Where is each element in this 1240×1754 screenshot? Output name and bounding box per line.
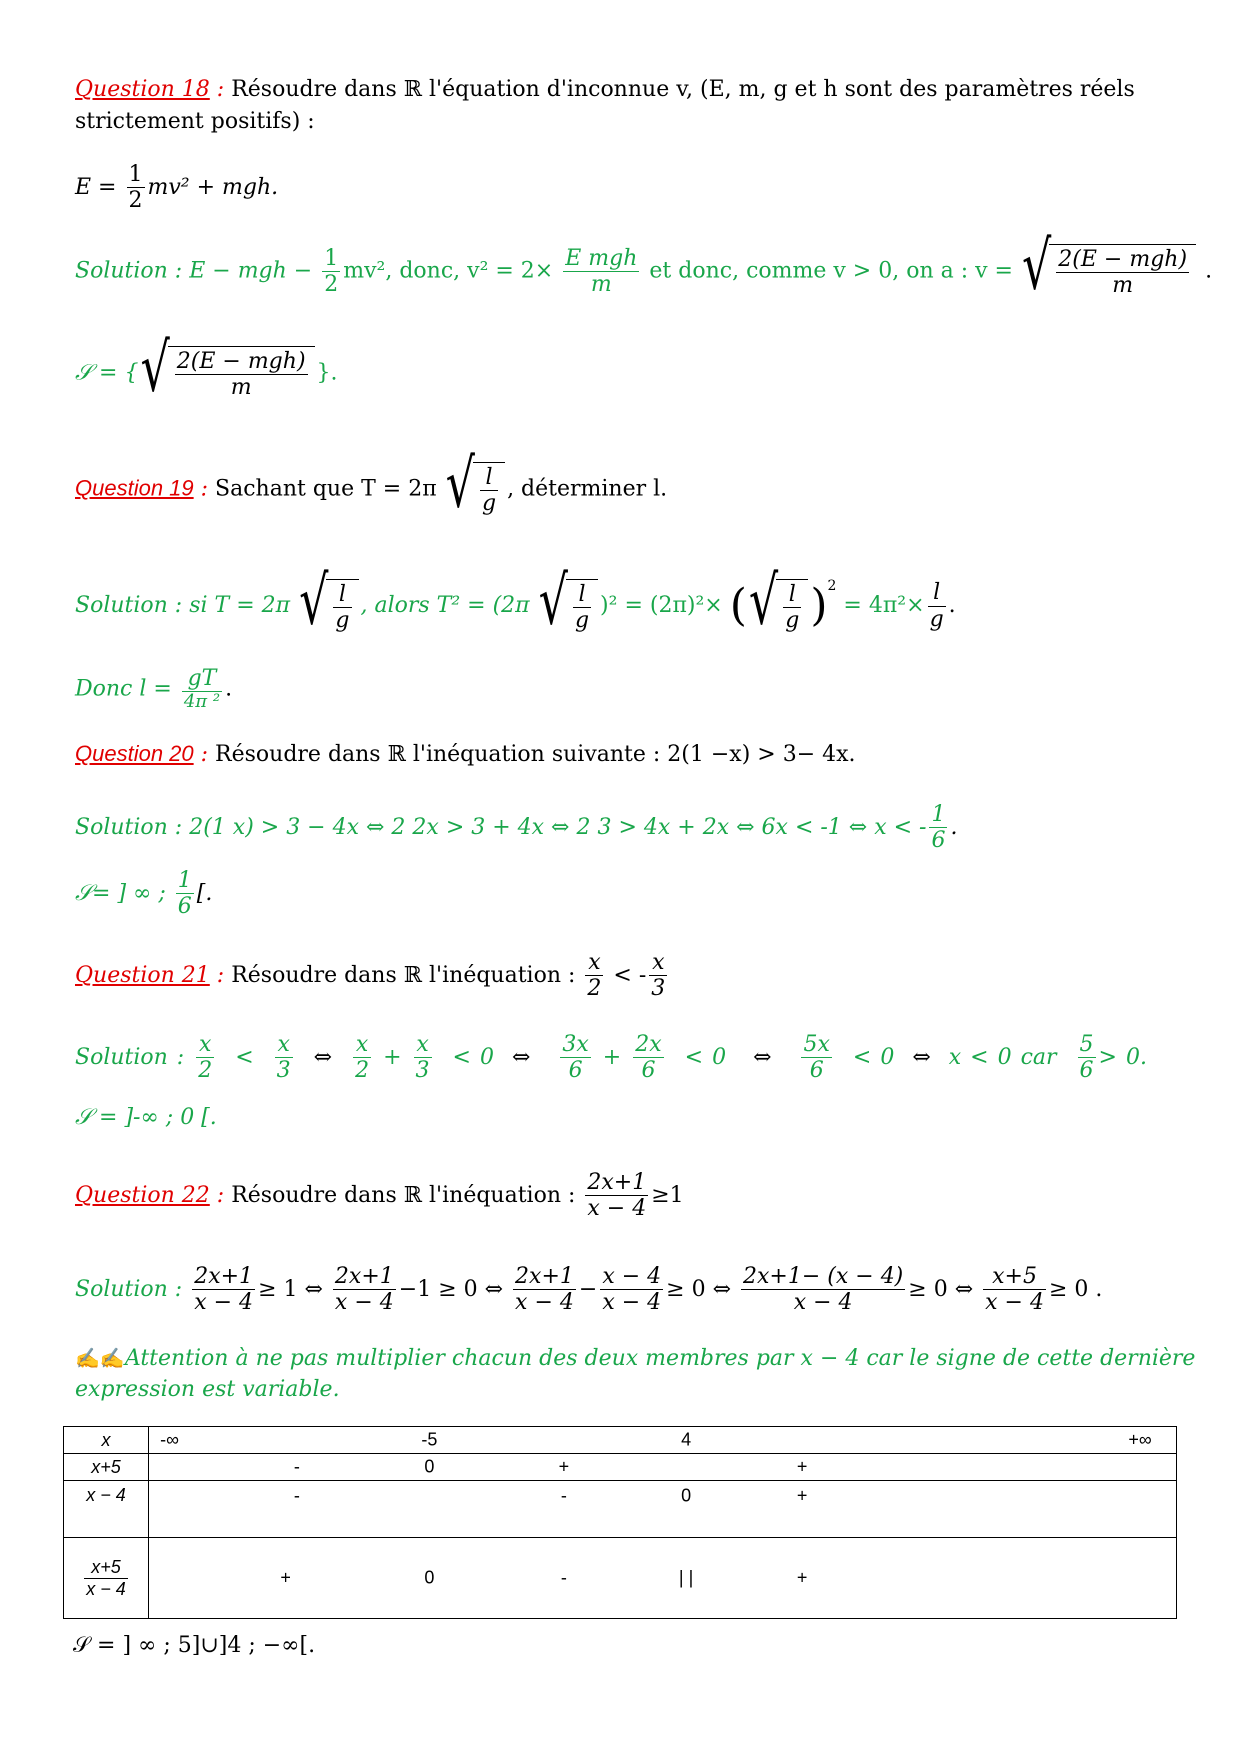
q22-sol-frac3 bbox=[513, 1264, 576, 1316]
frac-den: g bbox=[335, 608, 350, 633]
q21-sol-frac4 bbox=[414, 1032, 432, 1084]
q21-sol-lt0b: < 0 bbox=[684, 1044, 727, 1070]
frac-num: 1 bbox=[324, 245, 339, 271]
q22-sol-minus: − bbox=[578, 1276, 598, 1302]
q20-text: Résoudre dans ℝ l'inéquation suivante : 2(1 −x) > 3− 4x. bbox=[208, 742, 856, 767]
q18-sol-half bbox=[322, 246, 340, 298]
frac-den: 2 bbox=[355, 1058, 370, 1084]
q22-solution bbox=[75, 1264, 1180, 1316]
q21-sol-plus: + bbox=[383, 1044, 402, 1070]
q19-text: Sachant que T = 2π bbox=[208, 476, 437, 502]
frac-den: 3 bbox=[415, 1058, 430, 1084]
x-value: +∞ bbox=[1128, 1429, 1152, 1450]
q20-sol-end: . bbox=[950, 814, 958, 840]
frac-den: 2 bbox=[324, 271, 339, 297]
q22-warning bbox=[75, 1342, 1196, 1375]
q21-frac-right bbox=[649, 950, 667, 1002]
hand-pointing-icon: ✍✍ bbox=[75, 1346, 125, 1370]
q21-sol-label: Solution : bbox=[75, 1044, 185, 1070]
frac-den: 2 bbox=[128, 188, 143, 214]
sign-header-row3 bbox=[64, 1538, 149, 1619]
sign-row1-values bbox=[149, 1454, 1177, 1481]
frac-den: x − 4 bbox=[515, 1290, 574, 1316]
q19-sol-c: )² = (2π)²× bbox=[600, 593, 723, 618]
sign-value: + bbox=[796, 1567, 808, 1588]
q19-donc-frac bbox=[182, 666, 222, 713]
q21-sol-frac8 bbox=[1078, 1032, 1096, 1084]
q18-sol-label: Solution : E − mgh − bbox=[75, 258, 313, 284]
frac-den: 2 bbox=[198, 1058, 213, 1084]
sign-row-x bbox=[64, 1427, 1177, 1454]
frac-num: 2x+1 bbox=[194, 1264, 254, 1289]
q19-sol-exponent: 2 bbox=[827, 578, 837, 594]
frac-num: x bbox=[414, 1032, 432, 1058]
frac-den: x − 4 bbox=[86, 1578, 126, 1599]
q22-text: Résoudre dans ℝ l'inéquation : bbox=[224, 1182, 576, 1208]
q19-statement bbox=[75, 443, 1180, 523]
frac-den: g bbox=[785, 608, 800, 633]
q18-sol-mid: mv², donc, v² = 2× bbox=[343, 258, 554, 284]
sign-header-row1: x+5 bbox=[64, 1454, 149, 1481]
frac-num: x+5 bbox=[983, 1264, 1046, 1290]
sign-row-2 bbox=[64, 1481, 1177, 1538]
sqrt-icon: √ bbox=[1021, 225, 1052, 305]
frac-num: 2x bbox=[635, 1032, 662, 1057]
frac-den: m bbox=[590, 271, 612, 297]
q18-set-lhs: 𝒮 = { bbox=[75, 360, 139, 386]
q21-sol-lt0: < 0 bbox=[452, 1044, 494, 1070]
q22-sol-m1: −1 ≥ 0 ⇔ bbox=[398, 1276, 504, 1302]
paren-open-icon: ( bbox=[729, 580, 747, 631]
q18-sol-end: . bbox=[1205, 258, 1213, 284]
q18-eq-fraction bbox=[127, 162, 145, 214]
frac-num: x+5 bbox=[84, 1557, 128, 1579]
frac-den: x − 4 bbox=[793, 1290, 853, 1316]
frac-den: x − 4 bbox=[334, 1290, 394, 1316]
frac-num: x bbox=[196, 1032, 214, 1058]
sqrt-icon: √ bbox=[748, 560, 779, 639]
sign-header-row2: x − 4 bbox=[64, 1481, 149, 1538]
frac-den: 6 bbox=[641, 1058, 656, 1084]
sign-row-1 bbox=[64, 1454, 1177, 1481]
q22-sol-frac2 bbox=[333, 1264, 396, 1316]
frac-num: l bbox=[783, 582, 801, 608]
q18-solution bbox=[75, 225, 1213, 305]
q20-set-text: 𝒮= ] ∞ ; bbox=[75, 880, 166, 906]
q21-sol-xlt: x < 0 car bbox=[948, 1044, 1057, 1070]
q21-sol-frac2 bbox=[275, 1032, 293, 1084]
q19-donc-label: Donc l = bbox=[75, 676, 172, 702]
q19-root bbox=[445, 443, 505, 523]
q22-ge1: ≥1 bbox=[651, 1182, 684, 1208]
q21-sol-gt0: > 0. bbox=[1098, 1044, 1147, 1070]
q21-sol-frac6 bbox=[633, 1032, 663, 1084]
q18-set-root bbox=[140, 327, 314, 407]
sign-value: + bbox=[796, 1485, 808, 1506]
frac-num: 1 bbox=[128, 162, 143, 187]
frac-num: 1 bbox=[177, 868, 192, 893]
q19-sol-d: = 4π²× bbox=[843, 593, 925, 618]
sign-value: + bbox=[558, 1456, 570, 1477]
frac-num: 5 bbox=[1079, 1032, 1094, 1057]
q22-label: Question 22 bbox=[75, 1182, 210, 1208]
q19-sol-root3 bbox=[748, 560, 808, 639]
frac-den: g bbox=[574, 608, 590, 633]
frac-den: 4π ² bbox=[183, 691, 221, 713]
sign-value: 0 bbox=[424, 1567, 435, 1588]
frac-den: x − 4 bbox=[587, 1196, 647, 1222]
frac-den: 3 bbox=[651, 976, 666, 1002]
sign-value: + bbox=[796, 1456, 808, 1477]
q21-solution-set: 𝒮 = ]-∞ ; 0 [. bbox=[75, 1105, 217, 1130]
q22-sol-label: Solution : bbox=[75, 1276, 183, 1302]
q22-warning-line2: expression est variable. bbox=[75, 1377, 340, 1402]
sign-value: - bbox=[560, 1485, 567, 1506]
q18-set-end: }. bbox=[316, 360, 338, 386]
q21-sol-frac3 bbox=[353, 1032, 371, 1084]
frac-num: x bbox=[649, 950, 667, 976]
q18-statement bbox=[75, 74, 1180, 106]
q22-sol-ge0b: ≥ 0 ⇔ bbox=[908, 1276, 974, 1302]
sign-table bbox=[63, 1426, 1177, 1619]
sign-value: 0 bbox=[424, 1456, 435, 1477]
frac-num: x bbox=[353, 1032, 371, 1058]
q18-eq-lhs: E = bbox=[75, 174, 117, 200]
q21-sol-lt: < bbox=[235, 1044, 254, 1070]
frac-den: 6 bbox=[568, 1058, 583, 1084]
q18-solution-set bbox=[75, 327, 1180, 407]
q20-colon: : bbox=[193, 742, 209, 767]
q21-solution bbox=[75, 1032, 1180, 1084]
q21-sol-lt0c: < 0 bbox=[852, 1044, 895, 1070]
q20-sol-frac bbox=[929, 802, 947, 854]
frac-num: x bbox=[275, 1032, 293, 1058]
x-value: -∞ bbox=[160, 1429, 179, 1450]
q19-sol-a: Solution : si T = 2π bbox=[75, 593, 291, 618]
sign-row-3 bbox=[64, 1538, 1177, 1619]
q21-sol-plus2: + bbox=[602, 1044, 622, 1070]
sign-value: + bbox=[280, 1567, 291, 1588]
q21-colon: : bbox=[209, 962, 225, 988]
iff-icon: ⇔ bbox=[753, 1044, 772, 1070]
q21-sol-frac5 bbox=[560, 1032, 590, 1084]
q22-sol-frac5 bbox=[741, 1264, 905, 1316]
frac-num: 2x+1 bbox=[334, 1264, 394, 1289]
q21-label: Question 21 bbox=[75, 962, 210, 988]
q22-sol-frac4 bbox=[600, 1264, 663, 1316]
frac-den: x − 4 bbox=[985, 1290, 1044, 1316]
sqrt-icon: √ bbox=[140, 327, 170, 407]
q19-sol-frac bbox=[928, 580, 946, 632]
q18-label: Question 18 bbox=[75, 77, 210, 102]
q22-colon: : bbox=[209, 1182, 225, 1208]
x-value: -5 bbox=[421, 1429, 438, 1450]
sign-value: - bbox=[560, 1567, 567, 1588]
q22-warning-text: Attention à ne pas multiplier chacun des deux membres par x − 4 car le signe de cette dernière bbox=[124, 1346, 1196, 1371]
q20-sol-text: Solution : 2(1 x) > 3 − 4x ⇔ 2 2x > 3 + 4x ⇔ 2 3 > 4x + 2x ⇔ 6x < -1 ⇔ x < - bbox=[75, 814, 927, 840]
q22-sol-frac6 bbox=[983, 1264, 1046, 1316]
frac-den: x − 4 bbox=[194, 1290, 254, 1316]
q18-colon: : bbox=[209, 77, 225, 102]
frac-den: x − 4 bbox=[602, 1290, 662, 1316]
frac-num: l bbox=[928, 580, 946, 606]
frac-den: 3 bbox=[276, 1058, 291, 1084]
q22-sol-ge0: ≥ 0 ⇔ bbox=[666, 1276, 732, 1302]
sign-value: 0 bbox=[681, 1485, 692, 1506]
q21-text: Résoudre dans ℝ l'inéquation : bbox=[224, 962, 576, 988]
frac-num: x bbox=[585, 950, 603, 976]
q20-solution-set bbox=[75, 868, 1180, 920]
q20-statement bbox=[75, 738, 1180, 771]
frac-den: g bbox=[929, 606, 944, 632]
q21-statement bbox=[75, 950, 1180, 1002]
q18-sol-root bbox=[1021, 225, 1196, 305]
frac-num: x − 4 bbox=[602, 1264, 662, 1289]
frac-den: 2 bbox=[587, 976, 602, 1002]
frac-den: 6 bbox=[931, 828, 946, 854]
frac-num: 5x bbox=[803, 1032, 830, 1057]
sign-value: - bbox=[293, 1485, 300, 1506]
q18-eq-rhs: mv² + mgh. bbox=[147, 174, 279, 200]
q22-sol-ge1: ≥ 1 ⇔ bbox=[258, 1276, 323, 1302]
q21-sol-frac7 bbox=[801, 1032, 831, 1084]
sqrt-icon: √ bbox=[299, 560, 329, 639]
q19-donc bbox=[75, 666, 1180, 713]
q18-equation bbox=[75, 162, 1180, 214]
q22-statement bbox=[75, 1170, 1180, 1222]
frac-num: 2(E − mgh) bbox=[176, 349, 306, 374]
frac-num: l bbox=[573, 582, 591, 608]
q19-sol-end: . bbox=[948, 593, 956, 618]
q18-sol-after: et donc, comme v > 0, on a : v = bbox=[649, 258, 1013, 284]
sign-value: - bbox=[293, 1456, 300, 1477]
frac-num: 2(E − mgh) bbox=[1058, 247, 1188, 272]
q22-sol-end: ≥ 0 . bbox=[1048, 1276, 1103, 1302]
frac-num: 2x+1 bbox=[515, 1264, 574, 1289]
iff-icon: ⇔ bbox=[912, 1044, 931, 1070]
frac-num: 3x bbox=[562, 1032, 589, 1057]
sign-row3-values bbox=[149, 1538, 1177, 1619]
q22-solution-set: 𝒮 = ] ∞ ; 5]∪]4 ; −∞[. bbox=[73, 1633, 316, 1658]
frac-den: 6 bbox=[1079, 1058, 1094, 1084]
q22-sol-frac1 bbox=[192, 1264, 255, 1316]
q21-frac-left bbox=[585, 950, 603, 1002]
q22-frac bbox=[585, 1170, 648, 1222]
q19-solution bbox=[75, 560, 1180, 639]
q18-sol-fraction bbox=[563, 246, 639, 298]
paren-close-icon: ) bbox=[810, 580, 828, 631]
q19-label: Question 19 bbox=[75, 475, 194, 501]
q19-text2: , déterminer l. bbox=[507, 476, 668, 502]
sqrt-icon: √ bbox=[538, 560, 568, 639]
frac-den: 6 bbox=[177, 894, 192, 920]
forbidden-value-bars: | | bbox=[678, 1567, 694, 1588]
sign-x-values bbox=[149, 1427, 1177, 1454]
frac-num: 2x+1 bbox=[587, 1170, 647, 1195]
frac-num: 2x+1− (x − 4) bbox=[743, 1264, 904, 1289]
frac-den: m bbox=[230, 375, 252, 401]
q19-sol-root2 bbox=[538, 560, 598, 639]
frac-den: m bbox=[1112, 273, 1134, 299]
q20-set-end: [. bbox=[196, 880, 213, 906]
q21-sol-frac1 bbox=[196, 1032, 214, 1084]
frac-num: gT bbox=[182, 666, 222, 692]
frac-den: 6 bbox=[809, 1058, 824, 1084]
frac-den: g bbox=[481, 491, 497, 517]
q19-donc-end: . bbox=[225, 676, 233, 702]
iff-icon: ⇔ bbox=[511, 1044, 531, 1070]
sign-row2-values bbox=[149, 1481, 1177, 1538]
frac-num: 1 bbox=[931, 802, 946, 827]
q20-set-frac bbox=[176, 868, 194, 920]
sqrt-icon: √ bbox=[445, 443, 475, 523]
q20-solution bbox=[75, 802, 1180, 854]
q20-label: Question 20 bbox=[75, 741, 194, 766]
iff-icon: ⇔ bbox=[313, 1044, 333, 1070]
sign-header-x: x bbox=[64, 1427, 149, 1454]
q19-colon: : bbox=[193, 476, 209, 502]
q19-sol-root1 bbox=[299, 560, 358, 639]
x-value: 4 bbox=[681, 1429, 692, 1450]
q18-statement-line2: strictement positifs) : bbox=[75, 109, 315, 134]
frac-num: l bbox=[480, 465, 498, 491]
frac-num: E mgh bbox=[565, 245, 638, 271]
frac-num: l bbox=[333, 582, 351, 608]
q21-lt: < - bbox=[613, 962, 647, 988]
q18-text: Résoudre dans ℝ l'équation d'inconnue v, (E, m, g et h sont des paramètres réels bbox=[224, 77, 1135, 102]
q19-sol-b: , alors T² = (2π bbox=[360, 593, 530, 618]
